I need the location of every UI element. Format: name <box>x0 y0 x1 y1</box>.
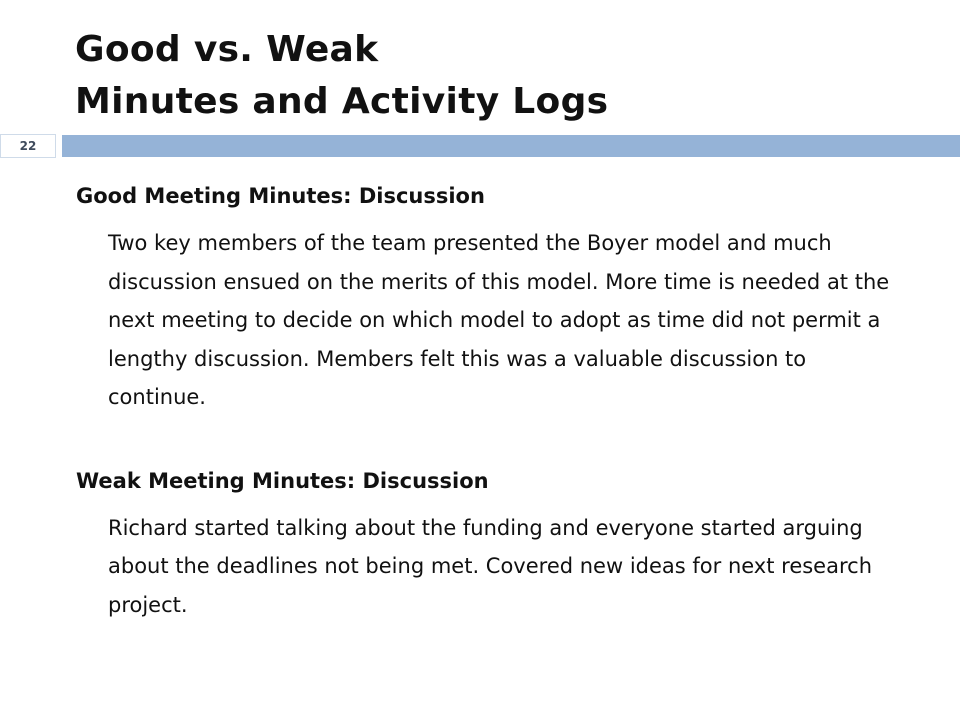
weak-minutes-section <box>76 463 916 625</box>
good-minutes-body: Two key members of the team presented the Boyer model and much discussion ensued on the merits of this model. More time is needed at the next meeting to decide on which model to adopt as time did not permit a lengthy discussion. Members felt this was a valuable discussion to continue. <box>108 231 890 409</box>
good-minutes-section <box>76 178 916 417</box>
good-minutes-heading: Good Meeting Minutes: Discussion <box>76 184 485 208</box>
section-spacer <box>76 417 916 463</box>
slide-title-line-1: Good vs. Weak <box>75 29 379 70</box>
weak-minutes-heading: Weak Meeting Minutes: Discussion <box>76 468 489 493</box>
weak-minutes-body: Richard started talking about the funding and everyone started arguing about the deadlines not being met. Covered new ideas for next research project. <box>108 515 872 617</box>
slide-title-line-2: Minutes and Activity Logs <box>75 81 609 122</box>
slide-title <box>75 24 935 128</box>
header-accent-bar <box>62 135 960 157</box>
slide-number: 22 <box>0 134 56 158</box>
slide-content <box>76 178 916 624</box>
